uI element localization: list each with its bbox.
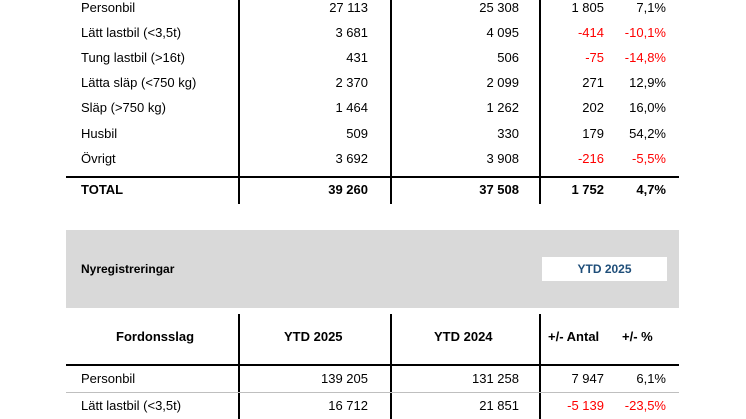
table-row <box>0 121 746 147</box>
diff-count: 7 947 <box>571 371 604 386</box>
table-row <box>0 95 746 121</box>
value-2024: 4 095 <box>486 25 519 40</box>
diff-count: -414 <box>577 25 604 40</box>
table-row <box>0 366 746 392</box>
value-2025: 3 692 <box>335 151 368 166</box>
diff-percent: 6,1% <box>636 371 666 386</box>
value-2024: 330 <box>497 126 519 141</box>
diff-percent: -10,1% <box>624 25 666 40</box>
value-2025: 3 681 <box>335 25 368 40</box>
value-2024: 1 262 <box>486 100 519 115</box>
category-name: Lätta släp (<750 kg) <box>81 75 197 90</box>
total-row <box>0 177 746 203</box>
total-diff-percent: 4,7% <box>636 182 666 197</box>
diff-percent: 12,9% <box>629 75 666 90</box>
value-2025: 2 370 <box>335 75 368 90</box>
total-2024: 37 508 <box>479 182 519 197</box>
category-name: Personbil <box>81 371 136 386</box>
diff-percent: -14,8% <box>624 50 666 65</box>
category-name: Personbil <box>81 0 136 15</box>
value-ytd-2025: 16 712 <box>328 398 368 413</box>
diff-count: 271 <box>582 75 604 90</box>
category-name: Tung lastbil (>16t) <box>81 50 185 65</box>
header-category: Fordonsslag <box>116 329 195 344</box>
header-pct: +/- % <box>622 329 653 344</box>
diff-count: 179 <box>582 126 604 141</box>
period-label: YTD 2025 <box>542 257 667 281</box>
diff-percent: -5,5% <box>632 151 666 166</box>
diff-count: 1 805 <box>571 0 604 15</box>
table-row <box>0 0 746 21</box>
value-2024: 2 099 <box>486 75 519 90</box>
value-2025: 509 <box>346 126 368 141</box>
total-label: TOTAL <box>81 182 124 197</box>
diff-percent: -23,5% <box>624 398 666 413</box>
category-name: Övrigt <box>81 151 116 166</box>
value-2025: 1 464 <box>335 100 368 115</box>
value-2024: 25 308 <box>479 0 519 15</box>
category-name: Lätt lastbil (<3,5t) <box>81 398 182 413</box>
diff-percent: 7,1% <box>636 0 666 15</box>
value-2025: 27 113 <box>329 0 368 15</box>
table-row <box>0 70 746 96</box>
value-2024: 506 <box>497 50 519 65</box>
table-row <box>0 146 746 172</box>
diff-count: -75 <box>585 50 604 65</box>
diff-count: -5 139 <box>567 398 604 413</box>
category-name: Lätt lastbil (<3,5t) <box>81 25 182 40</box>
header-diff: +/- Antal <box>548 329 600 344</box>
total-diff-count: 1 752 <box>571 182 604 197</box>
category-name: Släp (>750 kg) <box>81 100 166 115</box>
table-row <box>0 393 746 419</box>
diff-count: -216 <box>577 151 604 166</box>
category-name: Husbil <box>81 126 118 141</box>
diff-percent: 16,0% <box>629 100 666 115</box>
value-ytd-2024: 131 258 <box>472 371 519 386</box>
value-ytd-2024: 21 851 <box>479 398 519 413</box>
value-ytd-2025: 139 205 <box>321 371 368 386</box>
diff-percent: 54,2% <box>629 126 666 141</box>
value-2025: 431 <box>346 50 368 65</box>
diff-count: 202 <box>582 100 604 115</box>
header-col2: YTD 2024 <box>434 329 493 344</box>
total-2025: 39 260 <box>328 182 368 197</box>
table-row <box>0 20 746 46</box>
value-2024: 3 908 <box>486 151 519 166</box>
header-col1: YTD 2025 <box>284 329 343 344</box>
table-row <box>0 45 746 71</box>
section-title: Nyregistreringar <box>81 262 175 276</box>
